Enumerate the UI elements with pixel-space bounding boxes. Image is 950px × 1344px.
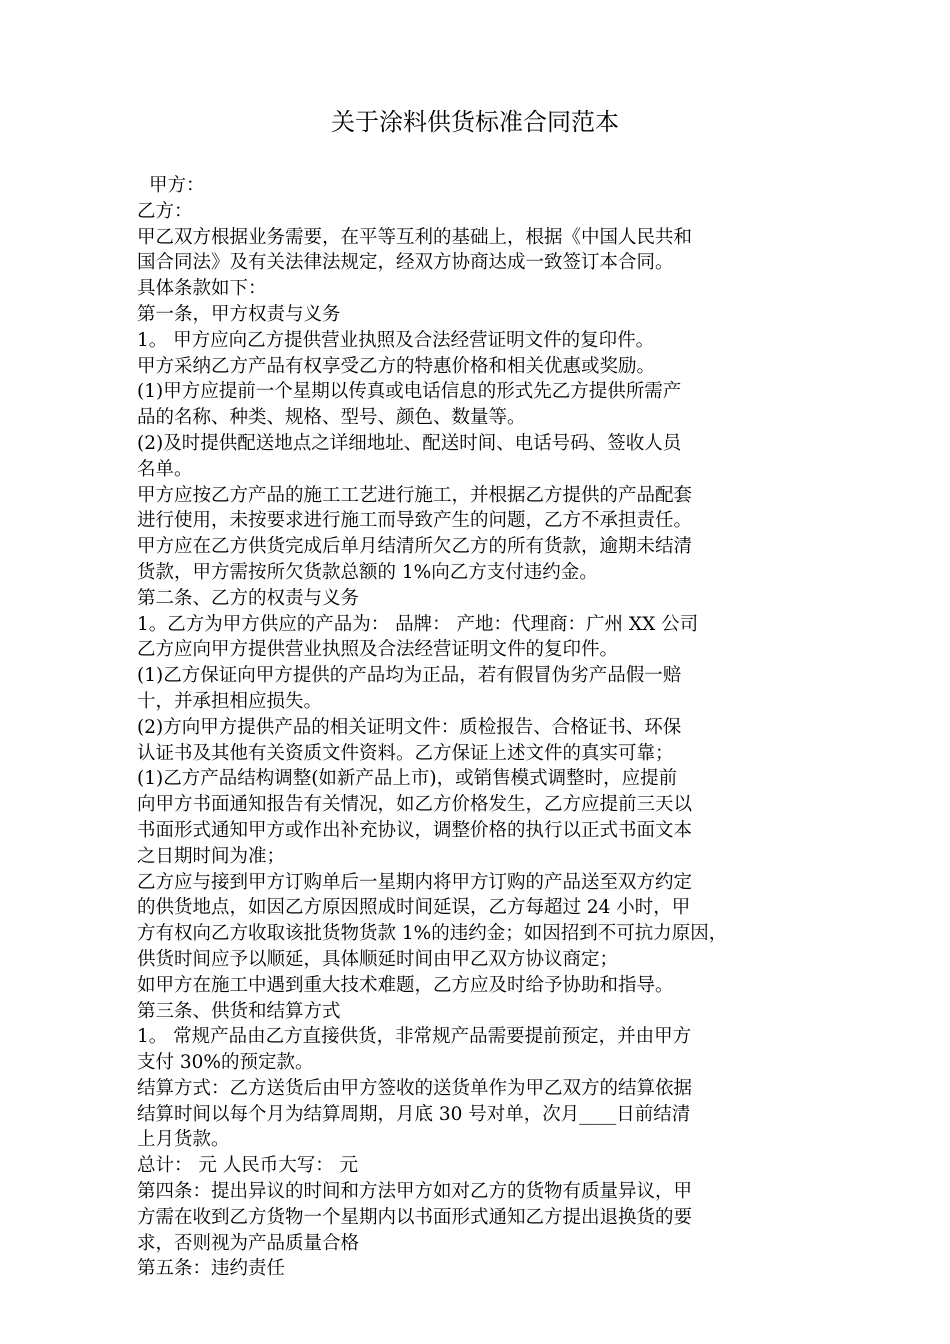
clause-line: (2)及时提供配送地点之详细地址、配送时间、电话号码、签收人员 (137, 432, 682, 454)
clause-line: 之日期时间为准； (137, 845, 286, 867)
clause-line: 向甲方书面通知报告有关情况，如乙方价格发生，乙方应提前三天以 (137, 794, 693, 816)
clause-line: 方有权向乙方收取该批货物货款 1%的违约金；如因招到不可抗力原因， (137, 923, 728, 945)
clause-line: 甲方应按乙方产品的施工工艺进行施工，并根据乙方提供的产品配套 (137, 484, 693, 506)
clause-line: 认证书及其他有关资质文件资料。乙方保证上述文件的真实可靠； (137, 742, 674, 764)
clause-line: 进行使用，未按要求进行施工而导致产生的问题，乙方不承担责任。 (137, 510, 693, 532)
clause-line: 结算方式：乙方送货后由甲方签收的送货单作为甲乙双方的结算依据 (137, 1077, 693, 1099)
clause-line: 名单。 (137, 458, 193, 480)
preamble-line: 甲乙双方根据业务需要，在平等互利的基础上，根据《中国人民共和 (137, 226, 693, 248)
total-line: 总计： 元 人民币大写： 元 (137, 1155, 359, 1177)
clause-line: 乙方应向甲方提供营业执照及合法经营证明文件的复印件。 (137, 639, 619, 661)
clause-line: 乙方应与接到甲方订购单后一星期内将甲方订购的产品送至双方约定 (137, 871, 693, 893)
clause-line: 品的名称、种类、规格、型号、颜色、数量等。 (137, 407, 526, 429)
article-heading: 第二条、乙方的权责与义务 (137, 587, 360, 609)
clause-line: 供货时间应予以顺延，具体顺延时间由甲乙双方协议商定； (137, 948, 619, 970)
party-b-line: 乙方： (137, 200, 193, 222)
clause-line: 1。乙方为甲方供应的产品为： 品牌： 产地：代理商：广州 XX 公司 (137, 613, 699, 635)
clause-line: 上月货款。 (137, 1129, 230, 1151)
clause-line: 1。 常规产品由乙方直接供货，非常规产品需要提前预定，并由甲方 (137, 1026, 692, 1048)
clause-line: 甲方采纳乙方产品有权享受乙方的特惠价格和相关优惠或奖励。 (137, 355, 656, 377)
article-heading: 第三条、供货和结算方式 (137, 1000, 341, 1022)
preamble-line: 国合同法》及有关法律法规定，经双方协商达成一致签订本合同。 (137, 252, 674, 274)
clause-line: 1。 甲方应向乙方提供营业执照及合法经营证明文件的复印件。 (137, 329, 655, 351)
preamble-line: 具体条款如下： (137, 278, 267, 300)
clause-line: (2)方向甲方提供产品的相关证明文件：质检报告、合格证书、环保 (137, 716, 682, 738)
clause-line: (1)甲方应提前一个星期以传真或电话信息的形式先乙方提供所需产 (137, 381, 682, 403)
article-heading: 第一条，甲方权责与义务 (137, 303, 341, 325)
article-heading: 第五条：违约责任 (137, 1258, 286, 1280)
party-a-line: 甲方： (149, 175, 205, 196)
clause-line: (1)乙方产品结构调整(如新产品上市)，或销售模式调整时，应提前 (137, 768, 678, 790)
clause-line: 求，否则视为产品质量合格 (137, 1232, 360, 1254)
clause-line: 结算时间以每个月为结算周期，月底 30 号对单，次月____日前结清 (137, 1103, 691, 1125)
article-heading: 第四条：提出异议的时间和方法甲方如对乙方的货物有质量异议，甲 (137, 1181, 693, 1203)
clause-line: 书面形式通知甲方或作出补充协议，调整价格的执行以正式书面文本 (137, 819, 693, 841)
clause-line: (1)乙方保证向甲方提供的产品均为正品，若有假冒伪劣产品假一赔 (137, 665, 682, 687)
document-title: 关于涂料供货标准合同范本 (331, 108, 619, 136)
clause-line: 甲方应在乙方供货完成后单月结清所欠乙方的所有货款，逾期未结清 (137, 536, 693, 558)
clause-line: 方需在收到乙方货物一个星期内以书面形式通知乙方提出退换货的要 (137, 1206, 693, 1228)
clause-line: 十，并承担相应损失。 (137, 690, 323, 712)
clause-line: 货款，甲方需按所欠货款总额的 1%向乙方支付违约金。 (137, 561, 598, 583)
clause-line: 支付 30%的预定款。 (137, 1052, 314, 1074)
document-body (137, 173, 827, 1282)
clause-line: 如甲方在施工中遇到重大技术难题，乙方应及时给予协助和指导。 (137, 974, 674, 996)
clause-line: 的供货地点，如因乙方原因照成时间延误，乙方每超过 24 小时，甲 (137, 897, 691, 919)
